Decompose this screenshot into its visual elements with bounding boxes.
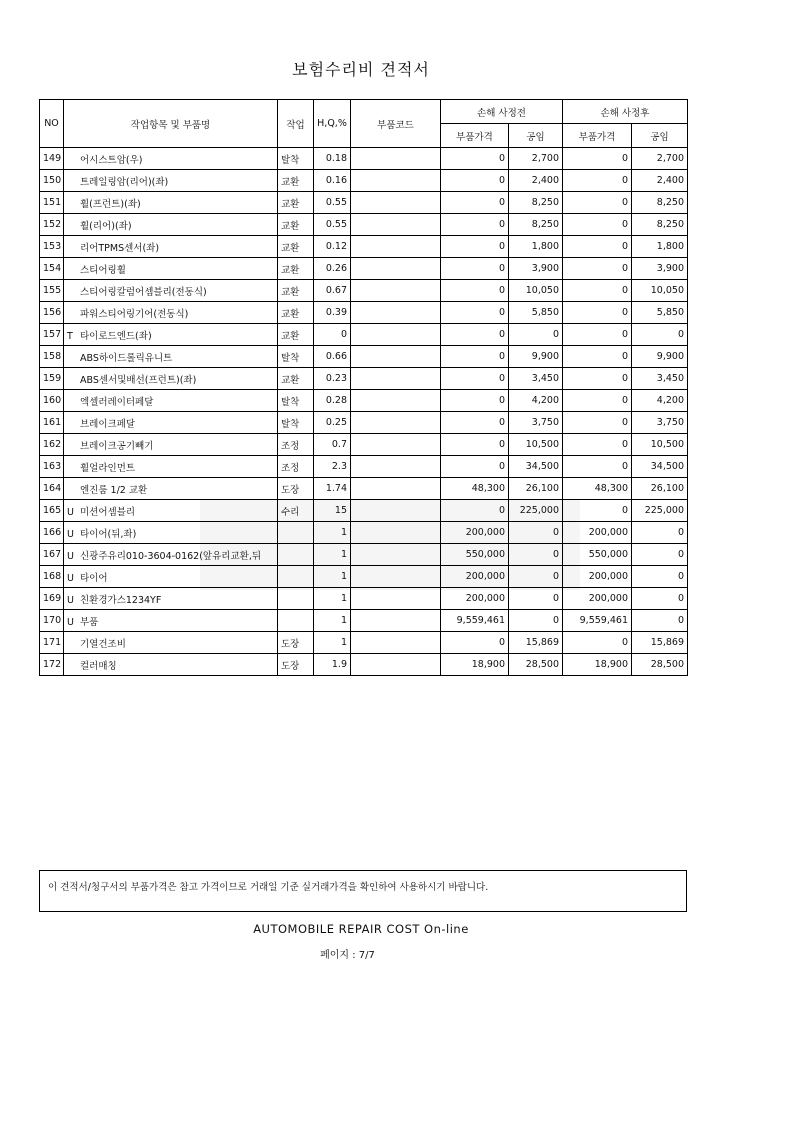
row-after-labor: 2,400	[632, 170, 688, 192]
col-name: 작업항목 및 부품명	[64, 100, 278, 148]
table-row	[40, 302, 688, 324]
row-before-part-price: 0	[441, 236, 509, 258]
row-work-type: 교환	[278, 236, 314, 258]
row-work-type: 탈착	[278, 346, 314, 368]
table-row	[40, 654, 688, 676]
row-item-label: 친환경가스1234YF	[80, 594, 162, 606]
row-work-type: 교환	[278, 192, 314, 214]
row-before-labor: 3,750	[509, 412, 563, 434]
row-before-labor: 26,100	[509, 478, 563, 500]
row-after-labor: 0	[632, 566, 688, 588]
row-item-name	[64, 544, 278, 566]
row-part-code	[351, 610, 441, 632]
row-before-labor: 2,400	[509, 170, 563, 192]
row-after-part-price: 0	[563, 500, 632, 522]
row-no: 163	[40, 456, 64, 478]
row-item-name	[64, 456, 278, 478]
row-before-part-price: 0	[441, 148, 509, 170]
row-before-part-price: 0	[441, 456, 509, 478]
row-after-labor: 8,250	[632, 192, 688, 214]
table-row	[40, 148, 688, 170]
row-work-type: 교환	[278, 368, 314, 390]
row-item-label: 브레이크페달	[80, 418, 136, 430]
table-row	[40, 588, 688, 610]
row-work-type: 조정	[278, 434, 314, 456]
row-item-label: 휠(리어)(좌)	[80, 220, 132, 232]
table-row	[40, 632, 688, 654]
row-hq: 0.7	[314, 434, 351, 456]
col-code: 부품코드	[351, 100, 441, 148]
row-work-type: 교환	[278, 280, 314, 302]
col-after-labor: 공임	[632, 124, 688, 148]
row-part-code	[351, 148, 441, 170]
row-hq: 1	[314, 566, 351, 588]
row-before-labor: 0	[509, 522, 563, 544]
row-work-type: 도장	[278, 654, 314, 676]
row-after-part-price: 48,300	[563, 478, 632, 500]
row-no: 149	[40, 148, 64, 170]
row-part-code	[351, 434, 441, 456]
row-part-code	[351, 236, 441, 258]
row-after-labor: 3,900	[632, 258, 688, 280]
row-work-type: 교환	[278, 214, 314, 236]
row-after-labor: 9,900	[632, 346, 688, 368]
table-row	[40, 192, 688, 214]
document-title: 보험수리비 견적서	[292, 60, 430, 79]
row-item-name	[64, 280, 278, 302]
row-no: 161	[40, 412, 64, 434]
row-part-code	[351, 390, 441, 412]
row-hq: 1	[314, 632, 351, 654]
row-before-part-price: 200,000	[441, 588, 509, 610]
row-item-label: 브레이크공기빼기	[80, 440, 154, 452]
row-item-label: 리어TPMS센서(좌)	[80, 242, 160, 254]
row-after-labor: 34,500	[632, 456, 688, 478]
row-hq: 0.55	[314, 214, 351, 236]
row-item-name	[64, 566, 278, 588]
row-item-label: 휠얼라인먼트	[80, 462, 136, 474]
row-before-labor: 5,850	[509, 302, 563, 324]
row-part-code	[351, 214, 441, 236]
row-work-type: 탈착	[278, 412, 314, 434]
row-hq: 1	[314, 610, 351, 632]
row-before-part-price: 550,000	[441, 544, 509, 566]
row-no: 154	[40, 258, 64, 280]
row-part-code	[351, 500, 441, 522]
row-item-label: 부품	[80, 616, 99, 628]
row-after-part-price: 18,900	[563, 654, 632, 676]
table-row	[40, 412, 688, 434]
row-before-labor: 34,500	[509, 456, 563, 478]
row-before-part-price: 200,000	[441, 522, 509, 544]
row-item-label: 미션어셈블리	[80, 506, 136, 518]
row-after-labor: 0	[632, 588, 688, 610]
row-part-code	[351, 346, 441, 368]
row-work-type	[278, 544, 314, 566]
row-before-labor: 10,050	[509, 280, 563, 302]
row-flag: U	[67, 506, 74, 518]
row-item-name	[64, 192, 278, 214]
row-item-name	[64, 434, 278, 456]
row-hq: 0.25	[314, 412, 351, 434]
row-before-labor: 0	[509, 324, 563, 346]
table-row	[40, 390, 688, 412]
row-work-type	[278, 610, 314, 632]
row-part-code	[351, 544, 441, 566]
row-no: 157	[40, 324, 64, 346]
row-before-labor: 0	[509, 544, 563, 566]
col-before-part-price: 부품가격	[441, 124, 509, 148]
row-after-part-price: 200,000	[563, 522, 632, 544]
row-item-name	[64, 478, 278, 500]
table-row	[40, 566, 688, 588]
row-after-part-price: 0	[563, 412, 632, 434]
row-item-label: ABS하이드롤릭유니트	[80, 352, 173, 364]
row-part-code	[351, 192, 441, 214]
row-hq: 0.16	[314, 170, 351, 192]
row-hq: 1.9	[314, 654, 351, 676]
row-before-part-price: 0	[441, 390, 509, 412]
row-no: 152	[40, 214, 64, 236]
row-after-part-price: 0	[563, 302, 632, 324]
row-part-code	[351, 566, 441, 588]
row-part-code	[351, 302, 441, 324]
estimate-table	[39, 99, 688, 676]
row-before-part-price: 0	[441, 258, 509, 280]
row-after-labor: 0	[632, 544, 688, 566]
row-after-part-price: 0	[563, 148, 632, 170]
row-item-label: 파워스티어링기어(전동식)	[80, 308, 189, 320]
row-item-label: 타이어	[80, 572, 108, 584]
table-row	[40, 610, 688, 632]
row-before-labor: 8,250	[509, 214, 563, 236]
row-item-name	[64, 368, 278, 390]
row-after-labor: 1,800	[632, 236, 688, 258]
row-item-label: 트레일링암(리어)(좌)	[80, 176, 169, 188]
row-item-name	[64, 170, 278, 192]
row-before-labor: 10,500	[509, 434, 563, 456]
row-hq: 0.28	[314, 390, 351, 412]
row-hq: 0.26	[314, 258, 351, 280]
row-work-type: 조정	[278, 456, 314, 478]
row-item-label: 휠(프런트)(좌)	[80, 198, 141, 210]
row-part-code	[351, 368, 441, 390]
row-before-labor: 1,800	[509, 236, 563, 258]
table-row	[40, 500, 688, 522]
table-row	[40, 258, 688, 280]
row-no: 151	[40, 192, 64, 214]
row-after-part-price: 550,000	[563, 544, 632, 566]
row-work-type	[278, 522, 314, 544]
row-after-part-price: 0	[563, 280, 632, 302]
row-no: 166	[40, 522, 64, 544]
row-hq: 1	[314, 588, 351, 610]
row-no: 159	[40, 368, 64, 390]
row-hq: 1.74	[314, 478, 351, 500]
row-no: 155	[40, 280, 64, 302]
row-after-labor: 225,000	[632, 500, 688, 522]
row-flag: U	[67, 528, 74, 540]
row-work-type	[278, 566, 314, 588]
row-before-labor: 3,900	[509, 258, 563, 280]
row-before-part-price: 0	[441, 346, 509, 368]
row-part-code	[351, 478, 441, 500]
table-row	[40, 456, 688, 478]
row-work-type: 교환	[278, 302, 314, 324]
row-item-name	[64, 632, 278, 654]
row-part-code	[351, 456, 441, 478]
row-flag: U	[67, 594, 74, 606]
row-before-labor: 3,450	[509, 368, 563, 390]
row-work-type: 탈착	[278, 390, 314, 412]
col-hq: H,Q,%	[314, 100, 351, 148]
row-before-part-price: 200,000	[441, 566, 509, 588]
row-no: 172	[40, 654, 64, 676]
row-before-labor: 0	[509, 588, 563, 610]
row-after-part-price: 0	[563, 456, 632, 478]
row-work-type: 도장	[278, 632, 314, 654]
row-item-label: 타이어(뒤,좌)	[80, 528, 137, 540]
row-item-label: 기열건조비	[80, 638, 126, 650]
row-after-labor: 10,500	[632, 434, 688, 456]
row-before-labor: 0	[509, 566, 563, 588]
row-flag: U	[67, 572, 74, 584]
row-part-code	[351, 522, 441, 544]
row-after-labor: 28,500	[632, 654, 688, 676]
row-part-code	[351, 324, 441, 346]
col-after-part-price: 부품가격	[563, 124, 632, 148]
row-item-label: 엑셀러레이터페달	[80, 396, 154, 408]
row-no: 160	[40, 390, 64, 412]
table-row	[40, 368, 688, 390]
row-part-code	[351, 412, 441, 434]
row-no: 150	[40, 170, 64, 192]
row-before-part-price: 0	[441, 214, 509, 236]
row-item-label: 타이로드엔드(좌)	[80, 330, 152, 342]
row-after-part-price: 200,000	[563, 566, 632, 588]
table-row	[40, 434, 688, 456]
row-after-labor: 10,050	[632, 280, 688, 302]
row-hq: 0.39	[314, 302, 351, 324]
row-hq: 2.3	[314, 456, 351, 478]
row-after-part-price: 0	[563, 434, 632, 456]
row-part-code	[351, 258, 441, 280]
row-before-part-price: 48,300	[441, 478, 509, 500]
row-after-labor: 8,250	[632, 214, 688, 236]
row-item-name	[64, 148, 278, 170]
row-hq: 0.23	[314, 368, 351, 390]
row-after-labor: 0	[632, 522, 688, 544]
notice-text: 이 견적서/청구서의 부품가격은 참고 가격이므로 거래일 기준 실거래가격을 확인하여 사용하시기 바랍니다.	[48, 882, 489, 893]
row-after-labor: 15,869	[632, 632, 688, 654]
row-work-type: 교환	[278, 258, 314, 280]
row-item-label: 컬러매칭	[80, 660, 117, 672]
row-item-label: 스티어링칼럼어셈블리(전동식)	[80, 286, 207, 298]
row-hq: 0	[314, 324, 351, 346]
row-no: 170	[40, 610, 64, 632]
row-hq: 0.55	[314, 192, 351, 214]
row-item-name	[64, 302, 278, 324]
col-type: 작업	[278, 100, 314, 148]
row-item-name	[64, 654, 278, 676]
footer-title: AUTOMOBILE REPAIR COST On-line	[253, 922, 469, 936]
row-after-labor: 26,100	[632, 478, 688, 500]
row-work-type: 교환	[278, 324, 314, 346]
row-flag: U	[67, 616, 74, 628]
row-item-label: ABS센서및배선(프런트)(좌)	[80, 374, 197, 386]
row-item-name	[64, 214, 278, 236]
row-item-name	[64, 412, 278, 434]
row-work-type: 수리	[278, 500, 314, 522]
row-before-part-price: 0	[441, 192, 509, 214]
row-before-part-price: 0	[441, 324, 509, 346]
col-no: NO	[40, 100, 64, 148]
row-before-labor: 28,500	[509, 654, 563, 676]
row-no: 169	[40, 588, 64, 610]
table-row	[40, 214, 688, 236]
row-before-part-price: 0	[441, 434, 509, 456]
row-item-label: 스티어링휠	[80, 264, 126, 276]
row-work-type: 교환	[278, 170, 314, 192]
row-after-labor: 4,200	[632, 390, 688, 412]
col-before-labor: 공임	[509, 124, 563, 148]
row-item-label: 어시스트암(우)	[80, 154, 143, 166]
row-before-labor: 2,700	[509, 148, 563, 170]
row-before-part-price: 0	[441, 302, 509, 324]
row-no: 171	[40, 632, 64, 654]
row-after-part-price: 0	[563, 324, 632, 346]
row-no: 164	[40, 478, 64, 500]
row-part-code	[351, 170, 441, 192]
row-after-part-price: 0	[563, 368, 632, 390]
row-after-part-price: 0	[563, 390, 632, 412]
row-hq: 1	[314, 522, 351, 544]
row-item-name	[64, 324, 278, 346]
row-before-part-price: 0	[441, 280, 509, 302]
table-row	[40, 280, 688, 302]
notice-box	[39, 870, 687, 912]
row-hq: 0.18	[314, 148, 351, 170]
row-after-part-price: 0	[563, 214, 632, 236]
row-item-name	[64, 610, 278, 632]
row-before-labor: 8,250	[509, 192, 563, 214]
row-before-labor: 4,200	[509, 390, 563, 412]
row-after-part-price: 0	[563, 258, 632, 280]
row-no: 165	[40, 500, 64, 522]
page-number: 페이지 : 7/7	[320, 950, 375, 961]
table-row	[40, 544, 688, 566]
row-after-labor: 2,700	[632, 148, 688, 170]
row-after-labor: 0	[632, 324, 688, 346]
row-part-code	[351, 632, 441, 654]
row-work-type: 도장	[278, 478, 314, 500]
row-after-labor: 5,850	[632, 302, 688, 324]
row-part-code	[351, 654, 441, 676]
row-item-name	[64, 258, 278, 280]
row-no: 162	[40, 434, 64, 456]
table-row	[40, 236, 688, 258]
row-hq: 0.12	[314, 236, 351, 258]
row-item-name	[64, 588, 278, 610]
row-no: 156	[40, 302, 64, 324]
row-before-labor: 225,000	[509, 500, 563, 522]
row-hq: 15	[314, 500, 351, 522]
row-hq: 1	[314, 544, 351, 566]
table-row	[40, 478, 688, 500]
table-row	[40, 324, 688, 346]
row-item-name	[64, 500, 278, 522]
row-part-code	[351, 280, 441, 302]
row-no: 158	[40, 346, 64, 368]
col-group-before: 손해 사정전	[441, 100, 563, 124]
row-before-labor: 0	[509, 610, 563, 632]
row-item-name	[64, 390, 278, 412]
row-before-part-price: 0	[441, 170, 509, 192]
row-before-part-price: 0	[441, 500, 509, 522]
row-item-label: 신광주유리010-3604-0162(앞유리교환,뒤	[80, 550, 262, 562]
table-header-row	[40, 100, 688, 124]
row-hq: 0.67	[314, 280, 351, 302]
row-after-labor: 0	[632, 610, 688, 632]
row-before-labor: 15,869	[509, 632, 563, 654]
row-item-name	[64, 236, 278, 258]
row-item-label: 엔진룸 1/2 교환	[80, 484, 148, 496]
table-row	[40, 170, 688, 192]
row-before-part-price: 0	[441, 368, 509, 390]
row-before-part-price: 9,559,461	[441, 610, 509, 632]
table-row	[40, 522, 688, 544]
row-after-labor: 3,450	[632, 368, 688, 390]
row-before-labor: 9,900	[509, 346, 563, 368]
row-after-labor: 3,750	[632, 412, 688, 434]
row-hq: 0.66	[314, 346, 351, 368]
row-after-part-price: 0	[563, 346, 632, 368]
row-item-name	[64, 522, 278, 544]
row-before-part-price: 0	[441, 632, 509, 654]
row-before-part-price: 18,900	[441, 654, 509, 676]
table-body	[40, 148, 688, 676]
col-group-after: 손해 사정후	[563, 100, 688, 124]
row-after-part-price: 200,000	[563, 588, 632, 610]
row-after-part-price: 0	[563, 170, 632, 192]
row-after-part-price: 9,559,461	[563, 610, 632, 632]
row-work-type: 탈착	[278, 148, 314, 170]
row-work-type	[278, 588, 314, 610]
row-after-part-price: 0	[563, 632, 632, 654]
row-item-name	[64, 346, 278, 368]
row-flag: U	[67, 550, 74, 562]
row-after-part-price: 0	[563, 192, 632, 214]
row-before-part-price: 0	[441, 412, 509, 434]
table-row	[40, 346, 688, 368]
row-flag: T	[67, 330, 73, 342]
row-part-code	[351, 588, 441, 610]
row-no: 167	[40, 544, 64, 566]
row-no: 153	[40, 236, 64, 258]
row-no: 168	[40, 566, 64, 588]
row-after-part-price: 0	[563, 236, 632, 258]
